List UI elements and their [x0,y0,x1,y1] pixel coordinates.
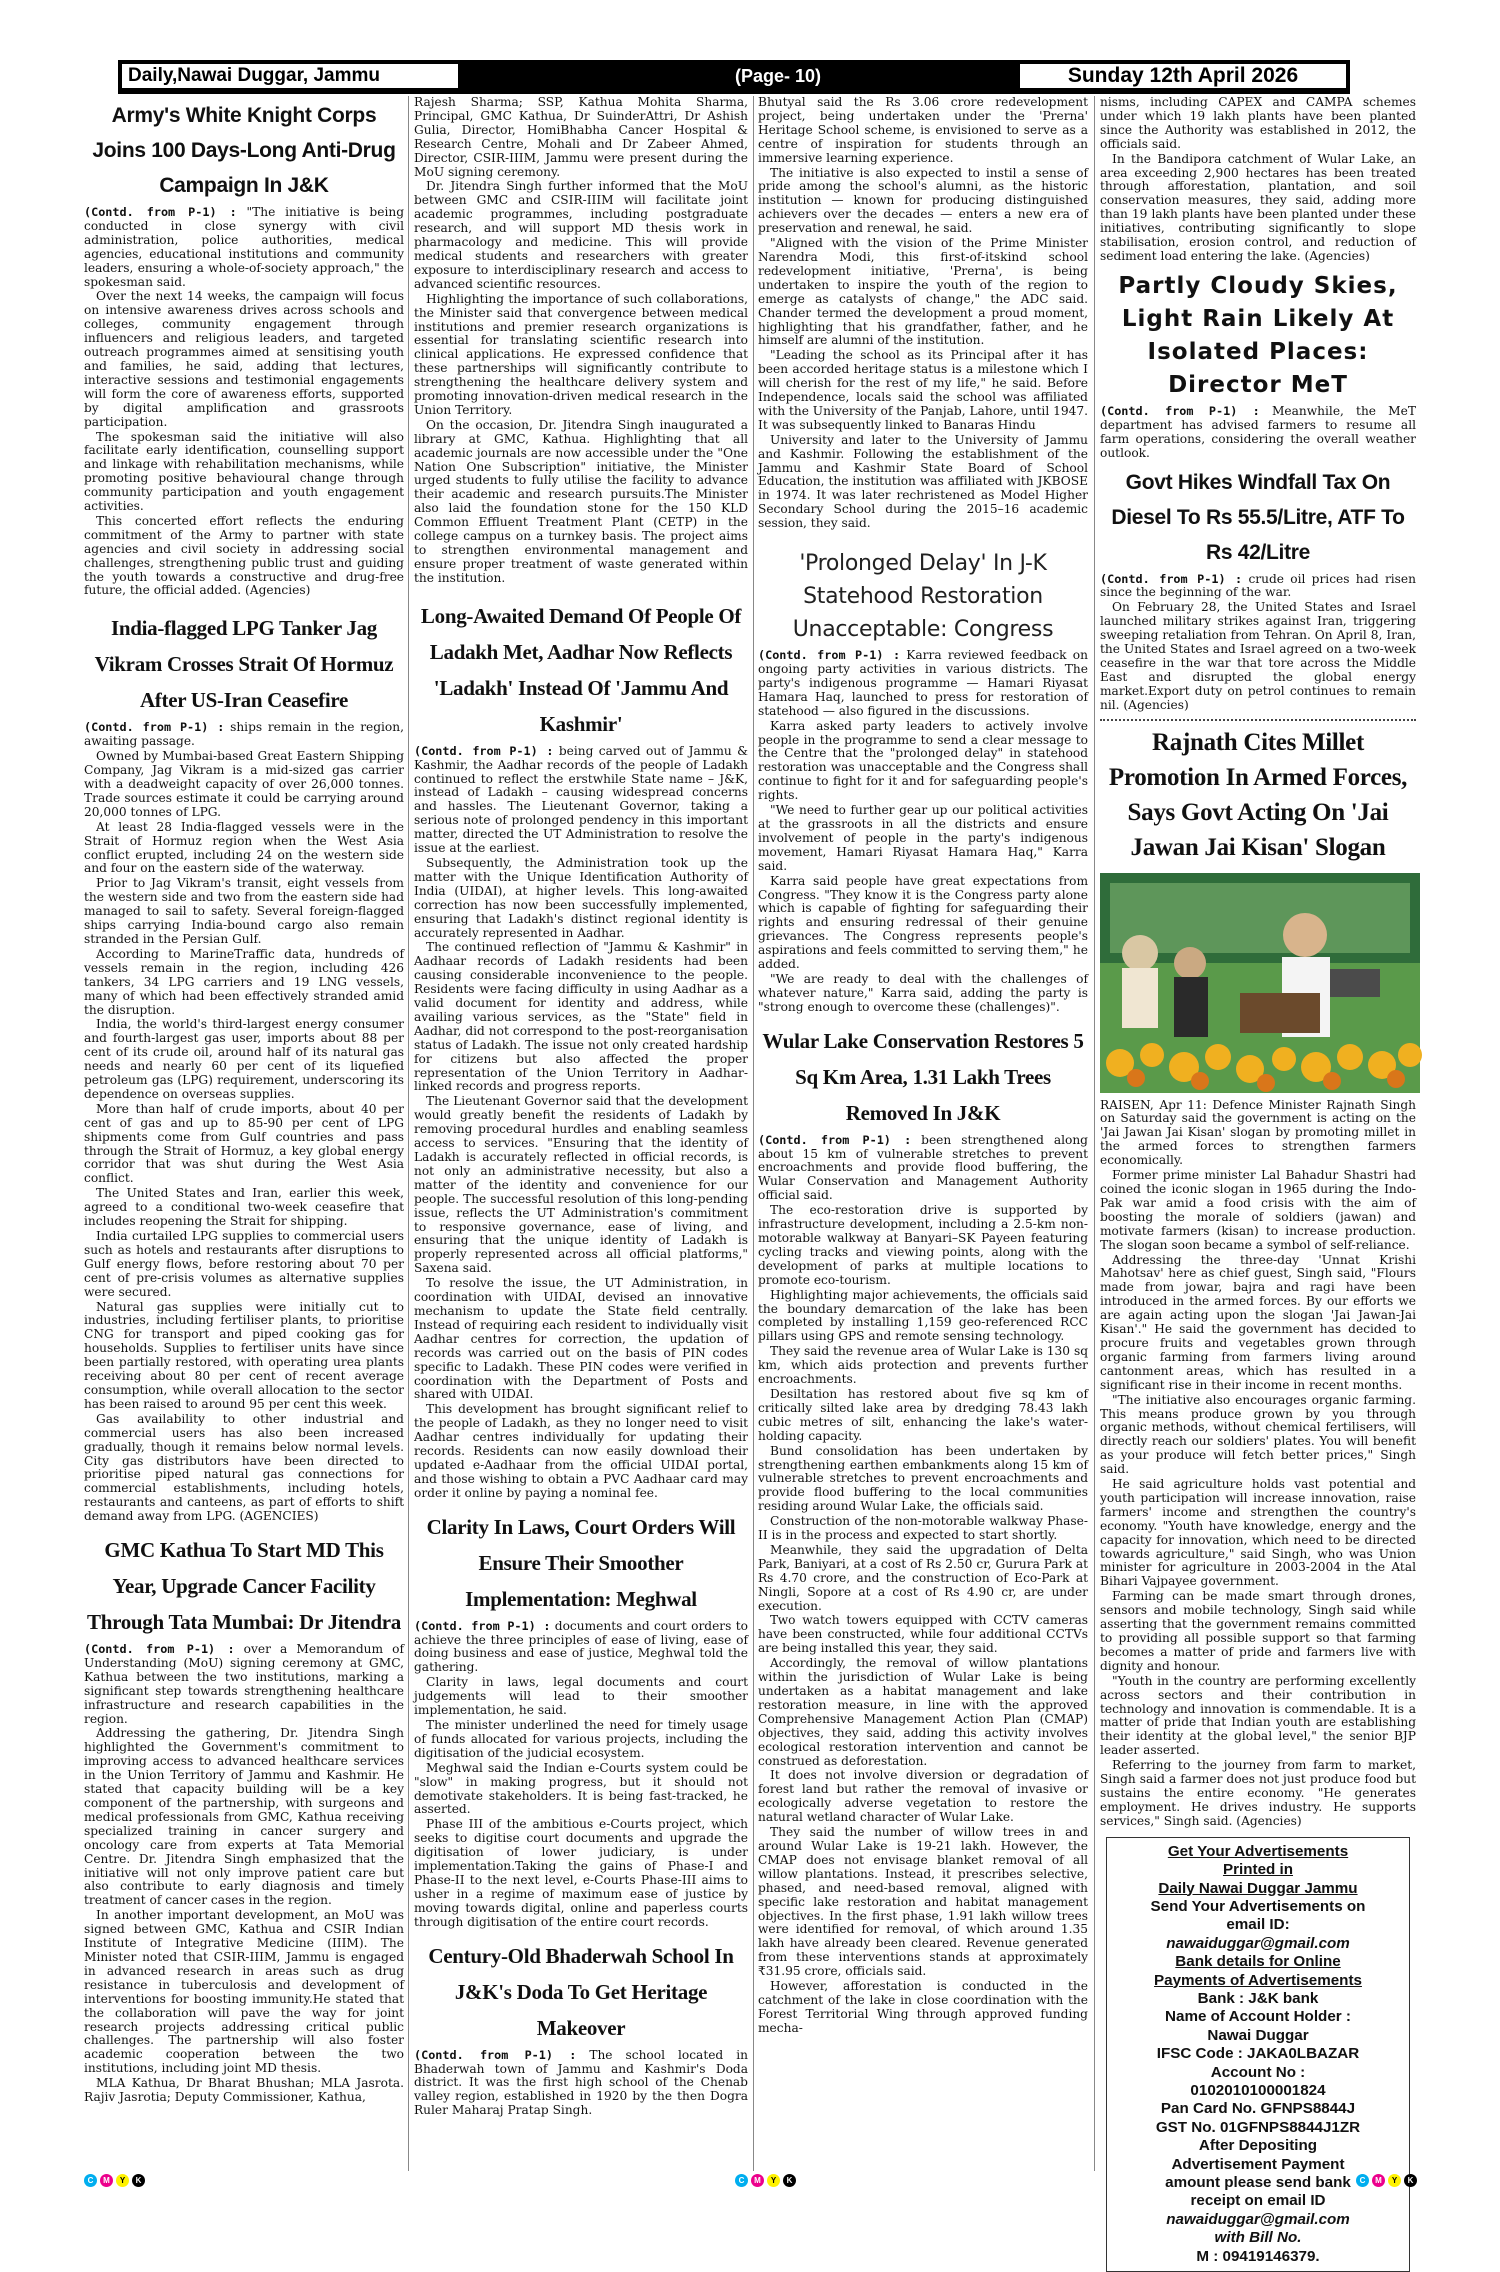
yellow-dot-icon: Y [1388,2174,1401,2187]
contd-label: (Contd. from P-1) : [1100,403,1260,418]
ad-line: Name of Account Holder : [1165,2008,1351,2026]
article-paragraph: Farming can be made smart through drones, sensors and mobile technology, Singh said while asserting that the government remains committed to providing all possible support so that farming becomes a matter of pride and farmers live with dignity and honour. [1100,1589,1416,1673]
article-paragraph: He said agriculture holds vast potential and youth participation will increase innovation, raise farmers' income and strengthen the country's economy. "Youth have knowledge, energy and the capacity for innovation, which need to be directed towards agriculture," said Singh, who was Union minister for agriculture in 2003-2004 in the Atal Bihari Vajpayee government. [1100,1477,1416,1589]
page-number: (Page- 10) [734,66,822,86]
headline-meghwal: Clarity In Laws, Court Orders Will Ensure Their Smoother Implementation: Meghwal [426,1514,736,1611]
article-paragraph: The spokesman said the initiative will also facilitate early identification, counselling support and linkage with rehabilitation mechanisms, while promoting positive behavioural change through community participation and youth engagement activities. [84,429,404,514]
column-2 [414,96,748,2186]
article-statehood-body [758,649,1088,1015]
cmyk-registration-mark [735,2174,796,2188]
headline-statehood-congress: 'Prolonged Delay' In J-K Statehood Restoration Unacceptable: Congress [792,551,1054,643]
ad-line: email ID: [1226,1916,1290,1934]
article-paragraph: To resolve the issue, the UT Administration, in coordination with UIDAI, devised an innovative mechanism to update the State field centrally. Instead of requiring each resident to individually visit Aadhar centres for correction, the updation of records was carried out on the basis of PIN codes specific to Ladakh. These PIN codes were verified in coordination with the Department of Posts and shared with UIDAI. [414,1276,748,1402]
article-paragraph: Addressing the three-day 'Unnat Krishi Mahotsav' here as chief guest, Singh said, "Flours made from jowar, bajra and ragi have been introduced in the armed forces. By our efforts we are again acting upon the slogan 'Jai Jawan-Jai Kisan'." He said the government has decided to procure fruits and vegetables grown through organic farming from farmers living around cantonment areas, which has resulted in a significant rise in their income in recent months. [1100,1252,1416,1392]
article-rajnath-body [1100,1099,1416,1829]
magenta-dot-icon: M [751,2174,764,2187]
black-dot-icon: K [783,2174,796,2187]
magenta-dot-icon: M [100,2174,113,2187]
cyan-dot-icon: C [84,2174,97,2187]
cmyk-registration-mark [1356,2174,1417,2188]
article-weather-body [1100,405,1416,461]
article-paragraph: "Leading the school as its Principal after it has been accorded heritage status is a milestone which I will cherish for the rest of my life," he said. Before Independence, locals said the school was affiliated with the University of the Panjab, Lahore, until 1947. It was subsequently linked to Banaras Hindu [758,348,1088,432]
article-paragraph: (Contd. from P-1) : ships remain in the region, awaiting passage. [84,720,404,749]
article-paragraph: nisms, including CAPEX and CAMPA schemes under which 19 lakh plants have been planted since the Authority was established in 2012, the officials said. [1100,95,1416,151]
article-wular-body [758,1134,1088,2036]
contd-label: (Contd. from P-1) : [414,743,554,758]
article-wular-continued [1100,96,1416,264]
headline-rajnath-millet: Rajnath Cites Millet Promotion In Armed Forces, Says Govt Acting On 'Jai Jawan Jai Kisan' Slogan [1108,728,1408,861]
ad-line: Bank : J&K bank [1197,1989,1319,2007]
headline-bhaderwah-school: Century-Old Bhaderwah School In J&K's Doda To Get Heritage Makeover [428,1943,734,2040]
article-paragraph: Meghwal said the Indian e-Courts system could be "slow" in making progress, but it should not demotivate stakeholders. It is being fast-tracked, he asserted. [414,1760,748,1817]
article-paragraph: "Youth in the country are performing excellently across sectors and their contribution in technology and innovation is commendable. It is a matter of pride that Indian youth are establishing their identity at the global level," the senior BJP leader asserted. [1100,1673,1416,1758]
article-paragraph: Natural gas supplies were initially cut to industries, including fertiliser plants, to prioritise CNG for transport and piped cooking gas for households. Supplies to fertiliser units have since been partially restored, with operating urea plants receiving about 80 per cent of recent average consumption, while overall allocation to the sector has been raised to around 95 per cent this week. [84,1299,404,1411]
headline-ladakh-aadhar: Long-Awaited Demand Of People Of Ladakh Met, Aadhar Now Reflects 'Ladakh' Instead Of 'Jammu And Kashmir' [420,603,742,736]
issue-date: Sunday 12th April 2026 [1020,64,1346,88]
article-paragraph: Owned by Mumbai-based Great Eastern Shipping Company, Jag Vikram is a mid-sized gas carrier with a deadweight capacity of over 26,000 tonnes. Trade sources estimate it could be carrying around 20,000 tonnes of LPG. [84,749,404,819]
article-paragraph: "We need to further gear up our political activities at the grassroots in all the districts and ensure involvement of people in the party's indigenous movement, Hamari Riyasat Hamara Haq," Karra said. [758,803,1088,873]
magenta-dot-icon: M [1372,2174,1385,2187]
article-paragraph: It does not involve diversion or degradation of forest land but rather the removal of invasive or ecologically adverse vegetation to restore the natural wetland character of Wular Lake. [758,1768,1088,1825]
article-paragraph: Addressing the gathering, Dr. Jitendra Singh highlighted the Government's commitment to improving access to advanced healthcare services in the Union Territory of Jammu and Kashmir. He stated that capacity building will be a key component of the partnership, with surgeons and medical professionals from GMC, Kathua receiving specialized training in cancer surgery and oncology care from experts at Tata Memorial Centre. Dr. Jitendra Singh emphasized that the initiative will not only improve patient care but also contribute to early diagnosis and timely treatment of cancer cases in the region. [84,1726,404,1908]
article-paragraph: Karra asked party leaders to actively involve people in the programme to send a clear message to the Centre that the "prolonged delay" in statehood restoration was unacceptable and the Congress shall continue to fight for it and for safeguarding people's rights. [758,718,1088,803]
article-paragraph: (Contd. from P-1) : Karra reviewed feedback on ongoing party activities in various districts. The party's indigenous programme — Hamari Riyasat Hamara Haq, launched to press for restoration of statehood — also figured in the discussions. [758,648,1088,718]
article-gmc-continued [414,96,748,586]
article-paragraph: (Contd. from P-1) : documents and court orders to achieve the three principles of ease of living, ease of doing business and ease of justice, Meghwal told the gathering. [414,1618,748,1675]
contd-label: (Contd. from P-1) : [758,648,901,663]
paper-name: Daily,Nawai Duggar, Jammu [122,64,458,88]
article-gmc-body [84,1643,404,2105]
article-paragraph: They said the revenue area of Wular Lake is 130 sq km, which aids protection and prevents further encroachments. [758,1344,1088,1387]
column-rule [753,96,754,2171]
ad-phone: M : 09419146379. [1196,2247,1320,2265]
cmyk-registration-mark [84,2174,145,2188]
article-paragraph: (Contd. from P-1) : crude oil prices had risen since the beginning of the war. [1100,571,1416,600]
ad-line: Daily Nawai Duggar Jammu [1158,1879,1358,1897]
column-3 [758,96,1088,2186]
article-windfall-body [1100,573,1416,713]
article-paragraph: Accordingly, the removal of willow plantations within the jurisdiction of Wular Lake is being undertaken as a habitat management and lake restoration measure, in line with the approved Comprehensive Management Action Plan (CMAP) objectives, they said, adding this activity involves ecological restoration intervention and cannot be construed as deforestation. [758,1656,1088,1768]
ad-line: Advertisement Payment [1171,2155,1345,2173]
article-paragraph: This concerted effort reflects the enduring commitment of the Army to partner with state agencies and civil society in addressing social challenges, strengthening public trust and guiding the youth towards a constructive and drug-free future, the official added. (Agencies) [84,513,404,598]
article-paragraph: The initiative is also expected to instil a sense of pride among the school's alumni, as the historic institution — known for producing distinguished achievers over the decades — enters a new era of preservation and renewal, he said. [758,165,1088,236]
article-paragraph: The Lieutenant Governor said that the development would greatly benefit the residents of Ladakh by removing procedural hurdles and enabling seamless access to services. "Ensuring that the identity of Ladakh is accurately reflected in official records, is not only an administrative necessity, but also a matter of the identity and convenience for our people. The successful resolution of this long-pending issue, reflects the UT Administration's commitment to responsive governance, ease of living, and ensuring that the unique identity of Ladakh is properly represented across all official platforms," Saxena said. [414,1094,748,1276]
headline-wular-lake: Wular Lake Conservation Restores 5 Sq Km Area, 1.31 Lakh Trees Removed In J&K [762,1028,1084,1125]
ad-line: with Bill No. [1214,2229,1302,2247]
article-paragraph: Two watch towers equipped with CCTV cameras have been constructed, while four additional CCTVs are being installed this year, they said. [758,1613,1088,1656]
ad-line: Account No : [1210,2063,1306,2081]
article-paragraph: Subsequently, the Administration took up the matter with the Unique Identification Authority of India (UIDAI), at higher levels. This long-awaited correction has now been successfully implemented, ensuring that Ladakh's distinct regional identity is accurately represented in Aadhar. [414,855,748,940]
article-paragraph: The United States and Iran, earlier this week, agreed to a conditional two-week ceasefire that includes reopening the Strait for shipping. [84,1186,404,1229]
article-paragraph: Clarity in laws, legal documents and court judgements will lead to their smoother implementation, he said. [414,1675,748,1718]
ad-line: Send Your Advertisements on [1150,1897,1366,1915]
article-paragraph: Former prime minister Lal Bahadur Shastri had coined the iconic slogan in 1965 during the Indo-Pak war amid a food crisis with the aim of boosting the morale of soldiers (jawan) and motivate farmers (kisan) to increase production. The slogan soon became a symbol of self-reliance. [1100,1168,1416,1252]
ad-line: Printed in [1222,1861,1294,1879]
article-paragraph: University and later to the University of Jammu and Kashmir. Following the establishment of the Jammu and Kashmir State Board of School Education, the institution was affiliated with JKBOSE in 1974. It was later rechristened as Model Higher Secondary School during the 2015–16 academic session, they said. [758,432,1088,531]
article-paragraph: On February 28, the United States and Israel launched military strikes against Iran, triggering sweeping retaliation from Tehran. On April 8, Iran, the United States and Israel agreed on a two-week ceasefire in the war that tore across the Middle East and disrupted the global energy market.Export duty on petrol continues to remain nil. (Agencies) [1100,600,1416,712]
ad-email-link[interactable]: nawaiduggar@gmail.com [1166,2210,1350,2228]
advertisement-box [1106,1837,1410,2272]
article-paragraph: The continued reflection of "Jammu & Kashmir" in Aadhaar records of Ladakh residents had been causing considerable inconvenience to the people. Residents were facing difficulty in using Aadhar as a valid document for identity and address, while availing various services, as the "State" field in Aadhar, did not correspond to the post-reorganisation status of Ladakh. The issue not only created hardship for citizens but also affected the proper representation of the Union Territory in Aadhar-linked records and progress reports. [414,940,748,1094]
article-paragraph: Desiltation has restored about five sq km of critically silted lake area by dredging 78.43 lakh cubic metres of silt, enhancing the lake's water-holding capacity. [758,1386,1088,1443]
headline-gmc-kathua: GMC Kathua To Start MD This Year, Upgrade Cancer Facility Through Tata Mumbai: Dr Jitendra [86,1538,401,1635]
headline-jag-vikram: India-flagged LPG Tanker Jag Vikram Crosses Strait Of Hormuz After US-Iran Ceasefire [94,616,394,713]
article-lpg-body [84,721,404,1524]
article-paragraph: The minister underlined the need for timely usage of funds allocated for various projects, including the digitisation of the judicial ecosystem. [414,1718,748,1760]
article-paragraph: Bhutyal said the Rs 3.06 crore redevelopment project, being undertaken under the 'Prerna' Heritage School scheme, is envisioned to serve as a centre of inspiration for students through an immersive learning experience. [758,95,1088,165]
contd-label: (Contd. from P-1) : [84,205,237,219]
yellow-dot-icon: Y [116,2174,129,2187]
article-paragraph: Phase III of the ambitious e-Courts project, which seeks to digitise court documents and upgrade the digitisation of lower judiciary, is under implementation.Taking the gains of Phase-I and Phase-II to the next level, e-Courts Phase-III aims to usher in a regime of maximum ease of justice by moving towards digital, online and paperless courts through digitisation of the entire court records. [414,1817,748,1929]
article-paragraph: Bund consolidation has been undertaken by strengthening earthen embankments along 15 km of vulnerable stretches to prevent encroachments and provide flood buffering to the local communities residing around Wular Lake, the officials said. [758,1443,1088,1514]
contd-label: (Contd. from P-1) : [414,1618,551,1633]
article-paragraph: "We are ready to deal with the challenges of whatever nature," Karra said, adding the party is "strong enough to overcome these (challenges)". [758,971,1088,1014]
article-paragraph: In another important development, an MoU was signed between GMC, Kathua and CSIR Indian Institute of Integrative Medicine (IIIM). The Minister noted that CSIR-IIIM, Jammu is engaged in advanced research in areas such as drug resistance in tuberculosis and development of interventions for boosting immunity.He stated that the collaboration will pave the way for joint research projects addressing critical public challenges. The partnership will also foster academic cooperation between the two institutions, including joint MD thesis. [84,1908,404,2076]
ad-line: Bank details for Online [1175,1953,1341,1971]
article-paragraph: (Contd. from P-1) : been strengthened along about 15 km of vulnerable stretches to prevent encroachments and provide flood buffering, the Wular Conservation and Management Authority official said. [758,1132,1088,1203]
ad-line: Pan Card No. GFNPS8844J [1160,2100,1356,2118]
article-paragraph: However, afforestation is conducted in the catchment of the lake in close coordination with the Forest Territorial Wing through approved funding mecha- [758,1979,1088,2035]
yellow-dot-icon: Y [767,2174,780,2187]
cyan-dot-icon: C [735,2174,748,2187]
article-paragraph: Karra said people have great expectations from Congress. "They know it is the Congress party alone which is capable of fighting for safeguarding their rights and ensuring redressal of their genuine grievances. The Congress represents people's aspirations and feels committed to serving them," he added. [758,873,1088,972]
ad-line: 0102010100001824 [1190,2081,1326,2099]
article-paragraph: Construction of the non-motorable walkway Phase-II is in the process and expected to start shortly. [758,1514,1088,1543]
article-paragraph: On the occasion, Dr. Jitendra Singh inaugurated a library at GMC, Kathua. Highlighting that all academic journals are now accessible under the "One Nation One Subscription" initiative, the Minister urged students to fully utilise the facility to advance their academic and research pursuits.The Minister also laid the foundation stone for the 150 KLD Common Effluent Treatment Plant (CETP) in the college campus on a turnkey basis. The project aims to strengthen environmental management and ensure proper treatment of waste generated within the institution. [414,417,748,585]
article-paragraph: (Contd. from P-1) : over a Memorandum of Understanding (MoU) signing ceremony at GMC, Kathua between the two institutions, marking a significant step towards strengthening healthcare infrastructure and research capabilities in the region. [84,1642,405,1726]
ad-email-link[interactable]: nawaiduggar@gmail.com [1166,1934,1350,1952]
article-paragraph: India, the world's third-largest energy consumer and fourth-largest gas user, imports about 88 per cent of its crude oil, around half of its natural gas needs and nearly 60 per cent of its liquefied petroleum gas (LPG) requirement, underscoring its dependence on overseas supplies. [84,1017,404,1101]
black-dot-icon: K [1404,2174,1417,2187]
ad-line: Payments of Advertisements [1154,1971,1362,1989]
masthead [118,60,1350,94]
contd-label: (Contd. from P-1) : [84,1642,235,1657]
article-paragraph: Prior to Jag Vikram's transit, eight vessels from the western side and two from the eastern side had managed to sail to safety. Several foreign-flagged ships carrying India-bound cargo also remain stranded in the Persian Gulf. [84,876,404,946]
column-rule [408,96,409,2171]
article-bhaderwah-body [414,2049,748,2119]
contd-label: (Contd. from P-1) : [1100,571,1243,586]
ad-line: amount please send bank [1165,2174,1351,2191]
article-paragraph: (Contd. from P-1) : Meanwhile, the MeT department has advised farmers to resume all farm operations, considering the overall weather outlook. [1100,403,1416,460]
headline-weather-met: Partly Cloudy Skies, Light Rain Likely At Isolated Places: Director MeT [1118,272,1398,398]
ad-line: Nawai Duggar [1207,2026,1309,2044]
article-meghwal-body [414,1620,748,1930]
article-paragraph: Gas availability to other industrial and commercial users has also been increased gradually, though it remains below normal levels. City gas distributors have been directed to prioritise piped natural gas connections for commercial establishments, including hotels, restaurants and canteens, as part of efforts to shift demand away from LPG. (AGENCIES) [84,1411,404,1524]
section-divider [1100,719,1416,721]
article-paragraph: The eco-restoration drive is supported by infrastructure development, including a 2.5-km non-motorable walkway at Banyari–SK Payeen featuring cycling tracks and viewing points, along with the development of parks at multiple locations to promote eco-tourism. [758,1203,1088,1287]
column-4 [1100,95,1416,2265]
article-paragraph: India curtailed LPG supplies to commercial users such as hotels and restaurants after disruptions to Gulf energy flows, before restoring about 70 per cent of pre-crisis volumes as alternative supplies were secured. [84,1229,404,1299]
contd-label: (Contd. from P-1) : [414,2047,577,2062]
column-1 [84,96,404,2186]
article-paragraph: "Aligned with the vision of the Prime Minister Narendra Modi, this first-of-itskind school redevelopment initiative, 'Prerna', is being undertaken to inspire the youth of the region to emerge as catalysts of change," the ADC said. Chander termed the development a proud moment, highlighting that his grandfather, father, and he himself are alumni of the institution. [758,236,1088,348]
article-paragraph: Referring to the journey from farm to market, Singh said a farmer does not just produce food but sustains the entire economy. "He generates employment. He drives industry. He supports services," Singh said. (Agencies) [1100,1758,1416,1828]
ad-line: After Depositing [1198,2137,1318,2155]
article-paragraph: (Contd. from P-1) : The school located in Bhaderwah town of Jammu and Kashmir's Doda district. It was the first high school of the Chenab valley region, established in 1920 by the then Dogra Ruler Maharaj Pratap Singh. [414,2047,748,2118]
article-paragraph: In the Bandipora catchment of Wular Lake, an area exceeding 2,900 hectares has been treated through afforestation, plantation, and soil conservation measures, they said, adding more than 19 lakh plants have been planted under these initiatives, contributing significantly to slope stabilisation, erosion control, and reduction of sediment load entering the lake. (Agencies) [1100,151,1416,263]
contd-label: (Contd. from P-1) : [758,1132,912,1147]
article-paragraph: Meanwhile, they said the upgradation of Delta Park, Baniyari, at a cost of Rs 2.50 cr, Gurura Park at Rs 4.70 crore, and the construction of Eco-Park at Ningli, Sopore at a cost of Rs 4.90 cr, are under execution. [758,1542,1088,1613]
article-paragraph: "The initiative also encourages organic farming. This means produce grown by you through organic methods, without chemical fertilisers, will directly reach our soldiers' plates. You will benefit as your produce will fetch better prices," Singh said. [1100,1392,1416,1477]
article-paragraph: (Contd. from P-1) : "The initiative is being conducted in close synergy with civil administration, police authorities, medical agencies, educational institutions and community leaders, ensuring a whole-of-society approach," the spokesman said. [84,205,404,289]
cyan-dot-icon: C [1356,2174,1369,2187]
article-paragraph: More than half of crude imports, about 40 per cent of gas and up to 85-90 per cent of LPG shipments come from Gulf countries and pass through the Strait of Hormuz, a key global energy corridor that was shut during the West Asia conflict. [84,1101,404,1186]
article-paragraph: This development has brought significant relief to the people of Ladakh, as they no longer need to visit Aadhar centres individually for updating their records. Residents can now easily download their updated e-Aadhaar from the official UIDAI portal, and those wishing to obtain a PVC Aadhaar card may order it online by paying a nominal fee. [414,1402,748,1500]
article-paragraph: Dr. Jitendra Singh further informed that the MoU between GMC and CSIR-IIIM will facilitate joint academic programmes, including postgraduate research, and will support MD thesis work in pharmacology and medicine. This will provide medical students and researchers with greater exposure to interdisciplinary research and access to advanced scientific resources. [414,179,748,291]
black-dot-icon: K [132,2174,145,2187]
article-paragraph: At least 28 India-flagged vessels were in the Strait of Hormuz region when the West Asia conflict erupted, including 24 on the western side and four on the eastern side of the waterway. [84,819,404,876]
article-paragraph: Highlighting the importance of such collaborations, the Minister said that convergence between medical institutions and premier research organizations is essential for translating scientific research into clinical applications. He expressed confidence that these partnerships will significantly contribute to strengthening the healthcare delivery system and promoting innovation-driven medical research in the Union Territory. [414,291,748,417]
article-paragraph: Highlighting major achievements, the officials said the boundary demarcation of the lake has been completed by installing 1,159 geo-referenced RCC pillars using GPS and remote sensing technology. [758,1287,1088,1344]
column-rule [1094,96,1095,2171]
rajnath-singh-photo [1100,873,1420,1093]
article-ladakh-body [414,745,748,1501]
ad-line: Get Your Advertisements [1167,1842,1349,1860]
ad-line: receipt on email ID [1190,2192,1326,2210]
contd-label: (Contd. from P-1) : [84,720,225,735]
article-paragraph: (Contd. from P-1) : being carved out of Jammu & Kashmir, the Aadhar records of the people of Ladakh continued to reflect the erstwhile State name – J&K, instead of Ladakh – causing widespread concerns and hassles. The Lieutenant Governor, taking a serious note of prolonged pendency in this important matter, directed the UT Administration to resolve the issue at the earliest. [414,743,748,856]
article-army-body [84,206,404,598]
article-paragraph: RAISEN, Apr 11: Defence Minister Rajnath Singh on Saturday said the government is acting on the 'Jai Jawan Jai Kisan' slogan by promoting millet in the armed forces to strengthen farmers economically. [1100,1097,1416,1168]
ad-line: GST No. 01GFNPS8844J1ZR [1155,2118,1361,2136]
article-bhaderwah-continued [758,96,1088,531]
article-paragraph: MLA Kathua, Dr Bharat Bhushan; MLA Jasrota. Rajiv Jasrotia; Deputy Commissioner, Kathua, [84,2076,404,2105]
headline-army-anti-drug: Army's White Knight Corps Joins 100 Days-Long Anti-Drug Campaign In J&K [92,104,396,197]
article-paragraph: Rajesh Sharma; SSP, Kathua Mohita Sharma, Principal, GMC Kathua, Dr SuinderAttri, Dr Ashish Gulia, Director, HomiBhabha Cancer Hospital & Research Centre, Mohali and Dr Zabeer Ahmed, Director, CSIR-IIIM, Jammu were present during the MoU signing ceremony. [414,95,748,179]
article-paragraph: They said the number of willow trees in and around Wular Lake is 19-21 lakh. However, the CMAP does not envisage blanket removal of all willow plantations. Instead, it prescribes selective, phased, and need-based removal, aligned with specific lake restoration and habitat management objectives. In the first phase, 1.91 lakh willow trees were identified for removal, of which around 1.35 lakh have already been cleared. Revenue generated from these interventions stands at approximately ₹31.95 crore, officials said. [758,1825,1088,1979]
article-paragraph: Over the next 14 weeks, the campaign will focus on intensive awareness drives across schools and colleges, community engagement through influencers and religious leaders, and targeted outreach programmes aimed at sensitising youth and families, he said, adding that lectures, interactive sessions and testimonial engagements will form the core of awareness efforts, supported by digital amplification and grassroots participation. [84,289,404,429]
article-paragraph: According to MarineTraffic data, hundreds of vessels remain in the region, including 426 tankers, 34 LPG carriers and 19 LNG vessels, many of which had been effectively stranded amid the disruption. [84,946,404,1017]
headline-windfall-tax: Govt Hikes Windfall Tax On Diesel To Rs 55.5/Litre, ATF To Rs 42/Litre [1111,470,1405,564]
ad-line: IFSC Code : JAKA0LBAZAR [1156,2045,1360,2063]
